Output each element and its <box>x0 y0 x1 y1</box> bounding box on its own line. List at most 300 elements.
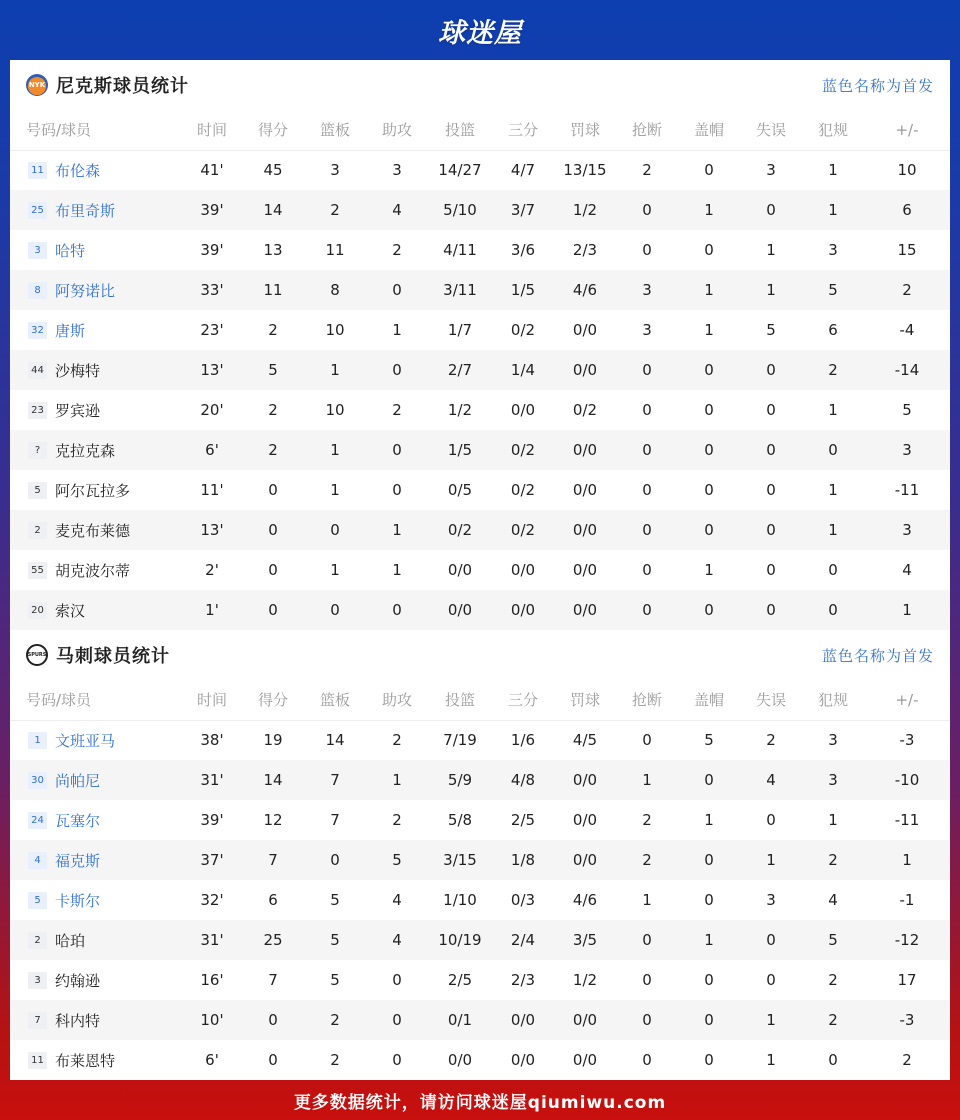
stat-cell: 3 <box>330 161 340 180</box>
stat-cell: 0 <box>642 561 652 579</box>
player-name-link[interactable]: 哈特 <box>55 241 86 260</box>
stat-cell: 4/6 <box>572 891 598 909</box>
column-header[interactable]: 三分 <box>492 110 554 150</box>
stat-cell: 0 <box>678 1000 740 1040</box>
jersey-number-badge: 3 <box>28 242 47 259</box>
stat-cell: 15 <box>897 241 917 259</box>
player-name-link[interactable]: 卡斯尔 <box>55 891 101 910</box>
stat-cell: 1 <box>766 1051 776 1069</box>
table-row[interactable] <box>10 430 950 470</box>
stat-cell: 4/5 <box>572 731 598 750</box>
stats-table <box>10 110 950 630</box>
stat-cell: 2 <box>864 270 950 310</box>
table-row[interactable] <box>10 920 950 960</box>
stat-cell: 0 <box>704 891 714 909</box>
stat-cell: 2 <box>392 731 402 750</box>
player-name-link[interactable]: 布里奇斯 <box>55 201 116 220</box>
stat-cell: 5 <box>330 971 340 989</box>
stat-cell: 1 <box>802 190 864 230</box>
stat-cell: 1 <box>366 510 428 550</box>
stat-cell: 7 <box>268 971 278 989</box>
table-row[interactable] <box>10 1040 950 1080</box>
player-cell[interactable] <box>10 1000 182 1040</box>
stat-cell: 0 <box>366 590 428 630</box>
stat-cell: 0/0 <box>572 1051 598 1069</box>
stat-cell: -14 <box>864 350 950 390</box>
player-cell[interactable] <box>10 350 182 390</box>
player-cell[interactable] <box>10 470 182 510</box>
stat-cell: 0/0 <box>447 561 473 579</box>
table-row[interactable] <box>10 760 950 800</box>
stat-cell: 1 <box>828 401 838 419</box>
table-row[interactable] <box>10 470 950 510</box>
stat-cell: 13/15 <box>563 161 607 180</box>
column-header[interactable]: 盖帽 <box>678 680 740 720</box>
player-name-link[interactable]: 沙梅特 <box>55 361 101 380</box>
player-cell[interactable] <box>10 550 182 590</box>
player-cell[interactable] <box>10 270 182 310</box>
player-cell[interactable] <box>10 190 182 230</box>
stat-cell: 2/4 <box>492 920 554 960</box>
table-row[interactable] <box>10 230 950 270</box>
stat-cell: 1 <box>678 920 740 960</box>
table-row[interactable] <box>10 350 950 390</box>
column-header[interactable]: 犯规 <box>802 680 864 720</box>
stat-cell: 3 <box>864 430 950 470</box>
stat-cell: -11 <box>894 811 920 829</box>
stat-cell: -10 <box>864 760 950 800</box>
footer-banner: 更多数据统计，请访问球迷屋qiumiwu.com <box>293 1092 667 1113</box>
spurs-logo-icon: SPURS <box>26 644 48 666</box>
column-header[interactable]: 抢断 <box>616 680 678 720</box>
column-header[interactable]: 三分 <box>492 680 554 720</box>
table-row[interactable] <box>10 390 950 430</box>
stat-cell: 0 <box>740 510 802 550</box>
stat-cell: 0 <box>366 350 428 390</box>
stat-cell: 0 <box>366 430 428 470</box>
stat-cell: 2/3 <box>510 971 536 989</box>
stat-cell: 0/0 <box>572 561 598 579</box>
table-header-row <box>10 680 950 720</box>
table-row[interactable] <box>10 1000 950 1040</box>
stat-cell: 1 <box>828 481 838 499</box>
table-row[interactable] <box>10 510 950 550</box>
column-header[interactable]: +/- <box>864 110 950 150</box>
stat-cell: 0 <box>704 481 714 499</box>
stat-cell: 1 <box>864 590 950 630</box>
column-header[interactable]: 助攻 <box>366 110 428 150</box>
stat-cell: 0 <box>802 590 864 630</box>
stat-cell: 7 <box>330 811 340 829</box>
stat-cell: 1 <box>740 840 802 880</box>
stat-cell: 31' <box>182 760 242 800</box>
column-header[interactable]: 投篮 <box>428 680 492 720</box>
stat-cell: 7 <box>242 840 304 880</box>
stat-cell: 1 <box>802 510 864 550</box>
jersey-number-badge: 8 <box>28 282 47 299</box>
stat-cell: 1 <box>678 190 740 230</box>
stat-cell: 0 <box>616 430 678 470</box>
column-header[interactable]: 盖帽 <box>678 110 740 150</box>
player-cell[interactable] <box>10 800 182 840</box>
stat-cell: 1 <box>740 1000 802 1040</box>
column-header[interactable]: +/- <box>864 680 950 720</box>
table-row[interactable] <box>10 270 950 310</box>
stat-cell: 0 <box>740 590 802 630</box>
player-cell[interactable] <box>10 510 182 550</box>
stat-cell: 31' <box>182 920 242 960</box>
stat-cell: 0 <box>642 1051 652 1069</box>
stat-cell: 7/19 <box>443 731 477 750</box>
jersey-number-badge: 11 <box>28 162 47 179</box>
column-header[interactable]: 抢断 <box>616 110 678 150</box>
stat-cell: 4 <box>366 920 428 960</box>
stat-cell: 1 <box>766 241 776 259</box>
table-row[interactable] <box>10 960 950 1000</box>
stat-cell: 1/6 <box>510 731 536 750</box>
player-name-link[interactable]: 麦克布莱德 <box>55 521 131 540</box>
stat-cell: 13' <box>182 350 242 390</box>
stat-cell: 39' <box>200 241 224 259</box>
player-name-link[interactable]: 阿努诺比 <box>55 281 116 300</box>
player-name-link[interactable]: 哈珀 <box>55 931 86 950</box>
player-name-link[interactable]: 瓦塞尔 <box>55 811 101 830</box>
stat-cell: 0/0 <box>554 510 616 550</box>
brand-logo: 球迷屋 <box>438 17 522 49</box>
stat-cell: 5 <box>902 401 912 419</box>
stat-cell: 2 <box>642 161 652 180</box>
table-row[interactable] <box>10 550 950 590</box>
player-cell[interactable] <box>10 720 182 760</box>
stat-cell: 1/8 <box>492 840 554 880</box>
stat-cell: 7 <box>304 760 366 800</box>
stat-cell: 11 <box>242 270 304 310</box>
stat-cell: 0 <box>828 1051 838 1069</box>
stat-cell: 0/3 <box>510 891 536 909</box>
jersey-number-badge: 44 <box>28 362 47 379</box>
stat-cell: 1/10 <box>443 891 477 909</box>
stat-cell: 1 <box>864 840 950 880</box>
stat-cell: 0 <box>766 971 776 989</box>
stat-cell: 2 <box>802 1000 864 1040</box>
stat-cell: 0 <box>766 811 776 829</box>
stat-cell: 0 <box>642 971 652 989</box>
team-title: 马刺球员统计 <box>56 646 170 667</box>
stat-cell: 14 <box>325 731 345 750</box>
player-name-link[interactable]: 福克斯 <box>55 851 101 870</box>
player-cell[interactable] <box>10 430 182 470</box>
stat-cell: 0 <box>392 1051 402 1069</box>
stat-cell: 3/15 <box>428 840 492 880</box>
column-header[interactable]: 失误 <box>740 110 802 150</box>
stat-cell: 1/2 <box>554 190 616 230</box>
stat-cell: 2 <box>242 430 304 470</box>
stat-cell: 11 <box>325 241 345 259</box>
player-name-link[interactable]: 文班亚马 <box>55 731 116 750</box>
player-cell[interactable] <box>10 390 182 430</box>
stat-cell: 2 <box>642 811 652 829</box>
stat-cell: 39' <box>200 811 224 829</box>
player-cell[interactable] <box>10 230 182 270</box>
stat-cell: 4 <box>740 760 802 800</box>
stat-cell: 2 <box>304 190 366 230</box>
player-name-link[interactable]: 索汉 <box>55 601 86 620</box>
table-row[interactable] <box>10 800 950 840</box>
stat-cell: 0/2 <box>572 401 598 419</box>
column-header[interactable]: 号码/球员 <box>10 110 182 150</box>
stat-cell: 3 <box>642 321 652 339</box>
team-section <box>10 60 950 630</box>
stat-cell: 0 <box>392 481 402 499</box>
jersey-number-badge: ? <box>28 442 47 459</box>
table-row[interactable] <box>10 310 950 350</box>
jersey-number-badge: 32 <box>28 322 47 339</box>
stat-cell: 6 <box>268 891 278 909</box>
column-header[interactable]: 时间 <box>182 680 242 720</box>
stat-cell: 0/2 <box>428 510 492 550</box>
stat-cell: 1 <box>828 811 838 829</box>
stat-cell: 0/2 <box>492 510 554 550</box>
column-header[interactable]: 助攻 <box>366 680 428 720</box>
stat-cell: 5/8 <box>447 811 473 829</box>
jersey-number-badge: 55 <box>28 562 47 579</box>
stat-cell: 3 <box>828 241 838 259</box>
stats-table <box>10 680 950 1080</box>
stat-cell: 0/0 <box>554 430 616 470</box>
stat-cell: 0/1 <box>428 1000 492 1040</box>
stat-cell: 3/6 <box>510 241 536 259</box>
stat-cell: 0 <box>304 590 366 630</box>
stat-cell: 3 <box>766 161 776 180</box>
stat-cell: 14 <box>242 760 304 800</box>
stat-cell: 5 <box>802 920 864 960</box>
stat-cell: 0 <box>366 1000 428 1040</box>
stat-cell: 1 <box>704 561 714 579</box>
stat-cell: 1 <box>304 430 366 470</box>
player-cell[interactable] <box>10 920 182 960</box>
stat-cell: 1/4 <box>492 350 554 390</box>
stat-cell: 1 <box>642 891 652 909</box>
stat-cell: 2/5 <box>447 971 473 989</box>
stat-cell: 0 <box>366 270 428 310</box>
stat-cell: 0/2 <box>510 321 536 339</box>
stat-cell: 1 <box>304 350 366 390</box>
stat-cell: 10 <box>325 321 345 339</box>
stat-cell: 1 <box>392 321 402 339</box>
table-row[interactable] <box>10 840 950 880</box>
stat-cell: 0 <box>642 481 652 499</box>
jersey-number-badge: 4 <box>28 852 47 869</box>
stat-cell: 10/19 <box>428 920 492 960</box>
player-name-link[interactable]: 布莱恩特 <box>55 1051 116 1070</box>
stat-cell: 1' <box>182 590 242 630</box>
stat-cell: 14 <box>242 190 304 230</box>
player-name-link[interactable]: 尚帕尼 <box>55 771 101 790</box>
stat-cell: 5 <box>304 920 366 960</box>
stat-cell: 17 <box>897 971 917 989</box>
stat-cell: 0 <box>268 1051 278 1069</box>
stat-cell: 1 <box>828 161 838 180</box>
player-name-link[interactable]: 阿尔瓦拉多 <box>55 481 131 500</box>
jersey-number-badge: 5 <box>28 892 47 909</box>
stat-cell: 12 <box>263 811 283 829</box>
stat-cell: 4/8 <box>492 760 554 800</box>
stat-cell: 0 <box>616 350 678 390</box>
stat-cell: 10 <box>325 401 345 419</box>
stat-cell: 1 <box>704 321 714 339</box>
stat-cell: 23' <box>200 321 224 339</box>
player-name-link[interactable]: 克拉克森 <box>55 441 116 460</box>
stat-cell: 0 <box>616 1000 678 1040</box>
player-name-link[interactable]: 约翰逊 <box>55 971 101 990</box>
stat-cell: 3 <box>392 161 402 180</box>
jersey-number-badge: 7 <box>28 1012 47 1029</box>
stat-cell: 3/11 <box>428 270 492 310</box>
stat-cell: 2/3 <box>572 241 598 259</box>
stat-cell: 4 <box>828 891 838 909</box>
stat-cell: 41' <box>200 161 224 180</box>
jersey-number-badge: 30 <box>28 772 47 789</box>
stat-cell: 2 <box>392 811 402 829</box>
stat-cell: 1/5 <box>492 270 554 310</box>
team-section <box>10 630 950 1080</box>
stat-cell: 0/0 <box>572 321 598 339</box>
stat-cell: 0 <box>766 401 776 419</box>
stat-cell: 14/27 <box>438 161 482 180</box>
stat-cell: -1 <box>899 891 915 909</box>
team-title: 尼克斯球员统计 <box>56 76 189 97</box>
column-header[interactable]: 时间 <box>182 110 242 150</box>
stat-cell: 13 <box>263 241 283 259</box>
stat-cell: 0/0 <box>492 1000 554 1040</box>
jersey-number-badge: 1 <box>28 732 47 749</box>
stat-cell: 37' <box>182 840 242 880</box>
stat-cell: 10' <box>182 1000 242 1040</box>
jersey-number-badge: 5 <box>28 482 47 499</box>
table-row[interactable] <box>10 880 950 920</box>
stat-cell: 3 <box>828 731 838 750</box>
column-header[interactable]: 篮板 <box>304 680 366 720</box>
stat-cell: 0 <box>642 241 652 259</box>
stat-cell: 0/0 <box>554 590 616 630</box>
stat-cell: -4 <box>899 321 915 339</box>
stat-cell: 2 <box>268 321 278 339</box>
stat-cell: 0 <box>678 590 740 630</box>
stat-cell: 6 <box>864 190 950 230</box>
column-header[interactable]: 失误 <box>740 680 802 720</box>
stat-cell: 10 <box>897 161 917 180</box>
stat-cell: 1 <box>740 270 802 310</box>
stat-cell: 3 <box>802 760 864 800</box>
player-cell[interactable] <box>10 960 182 1000</box>
player-name-link[interactable]: 罗宾逊 <box>55 401 101 420</box>
stat-cell: 2 <box>268 401 278 419</box>
stat-cell: 0/0 <box>510 561 536 579</box>
stat-cell: 0 <box>678 350 740 390</box>
stat-cell: 0 <box>678 430 740 470</box>
column-header[interactable]: 得分 <box>242 110 304 150</box>
stat-cell: 1 <box>330 561 340 579</box>
table-row[interactable] <box>10 720 950 760</box>
stat-cell: 0/0 <box>572 811 598 829</box>
app-header <box>0 0 960 60</box>
player-name-link[interactable]: 科内特 <box>55 1011 101 1030</box>
jersey-number-badge: 25 <box>28 202 47 219</box>
column-header[interactable]: 罚球 <box>554 110 616 150</box>
jersey-number-badge: 23 <box>28 402 47 419</box>
stat-cell: 4/7 <box>510 161 536 180</box>
column-header[interactable]: 罚球 <box>554 680 616 720</box>
column-header[interactable]: 犯规 <box>802 110 864 150</box>
section-title <box>10 630 950 680</box>
player-cell[interactable] <box>10 150 182 190</box>
player-cell[interactable] <box>10 1040 182 1080</box>
jersey-number-badge: 3 <box>28 972 47 989</box>
stat-cell: 0/0 <box>492 590 554 630</box>
player-cell[interactable] <box>10 590 182 630</box>
stat-cell: 0 <box>704 161 714 180</box>
stat-cell: 5 <box>704 731 714 750</box>
player-cell[interactable] <box>10 840 182 880</box>
stat-cell: 0/0 <box>572 481 598 499</box>
stat-cell: 0 <box>268 481 278 499</box>
stat-cell: 0 <box>704 971 714 989</box>
stat-cell: -12 <box>864 920 950 960</box>
player-cell[interactable] <box>10 310 182 350</box>
table-row[interactable] <box>10 150 950 190</box>
stat-cell: 0 <box>642 731 652 750</box>
stat-cell: 2 <box>902 1051 912 1069</box>
stat-cell: 4 <box>366 190 428 230</box>
stat-cell: 5 <box>330 891 340 909</box>
stat-cell: -3 <box>864 1000 950 1040</box>
player-name-link[interactable]: 布伦森 <box>55 161 101 180</box>
stat-cell: 32' <box>200 891 224 909</box>
table-row[interactable] <box>10 190 950 230</box>
stat-cell: 20' <box>200 401 224 419</box>
player-cell[interactable] <box>10 760 182 800</box>
column-header[interactable]: 投篮 <box>428 110 492 150</box>
stat-cell: 0 <box>740 350 802 390</box>
jersey-number-badge: 2 <box>28 932 47 949</box>
jersey-number-badge: 20 <box>28 602 47 619</box>
column-header[interactable]: 得分 <box>242 680 304 720</box>
column-header[interactable]: 号码/球员 <box>10 680 182 720</box>
table-header-row <box>10 110 950 150</box>
stat-cell: 0 <box>242 1000 304 1040</box>
stat-cell: 0 <box>766 561 776 579</box>
stat-cell: 0 <box>616 590 678 630</box>
stat-cell: 0 <box>740 430 802 470</box>
stat-cell: 11' <box>200 481 224 499</box>
player-name-link[interactable]: 胡克波尔蒂 <box>55 561 131 580</box>
column-header[interactable]: 篮板 <box>304 110 366 150</box>
stat-cell: -11 <box>894 481 920 499</box>
stat-cell: 1 <box>366 760 428 800</box>
player-name-link[interactable]: 唐斯 <box>55 321 86 340</box>
table-row[interactable] <box>10 590 950 630</box>
stat-cell: 5 <box>242 350 304 390</box>
stat-cell: 2' <box>205 561 219 579</box>
player-cell[interactable] <box>10 880 182 920</box>
stat-cell: 19 <box>263 731 283 750</box>
stat-cell: 2 <box>802 350 864 390</box>
stat-cell: 1 <box>330 481 340 499</box>
stat-cell: 4/11 <box>443 241 477 259</box>
stat-cell: 5/10 <box>428 190 492 230</box>
stat-cell: 0 <box>616 190 678 230</box>
stat-cell: 1/2 <box>447 401 473 419</box>
